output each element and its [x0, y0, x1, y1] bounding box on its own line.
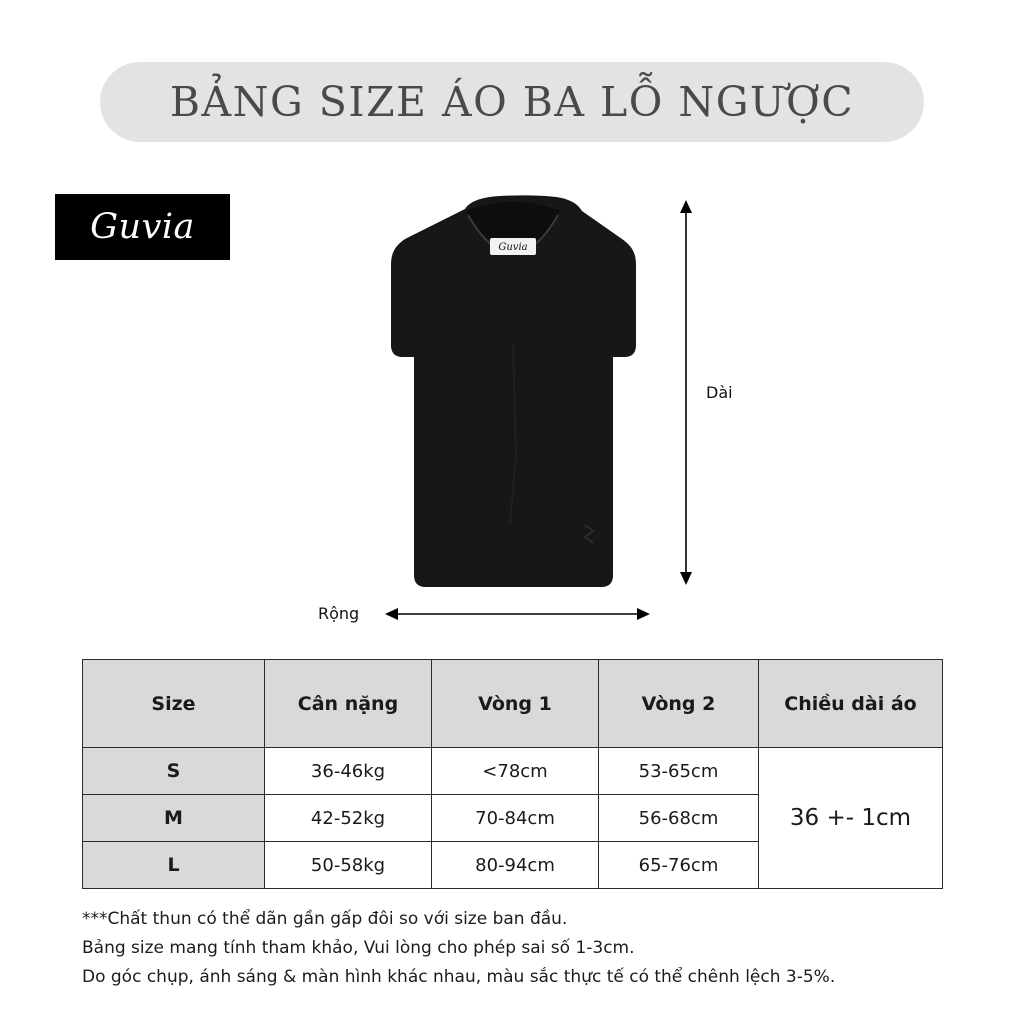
cell-size: S	[83, 748, 265, 795]
garment-illustration	[370, 195, 660, 590]
footnotes	[82, 905, 962, 992]
cell-waist: 56-68cm	[599, 795, 759, 842]
footnote-line: ***Chất thun có thể dãn gần gấp đôi so với size ban đầu.	[82, 909, 568, 929]
width-label: Rộng	[318, 604, 360, 623]
brand-logo	[55, 194, 230, 260]
header-size: Size	[83, 660, 265, 748]
cell-size: L	[83, 842, 265, 889]
cell-waist: 65-76cm	[599, 842, 759, 889]
cell-length: 36 +- 1cm	[759, 748, 943, 889]
title-banner	[100, 62, 924, 142]
length-dimension-arrow	[676, 200, 696, 585]
cell-size: M	[83, 795, 265, 842]
cell-bust: <78cm	[432, 748, 599, 795]
table-row	[83, 748, 943, 795]
length-label: Dài	[706, 383, 733, 402]
tank-top-icon	[370, 195, 660, 590]
footnote-line: Bảng size mang tính tham khảo, Vui lòng cho phép sai số 1-3cm.	[82, 938, 635, 958]
page-title: BẢNG SIZE ÁO BA LỖ NGƯỢC	[169, 78, 855, 126]
svg-text:Guvia: Guvia	[498, 242, 528, 253]
cell-weight: 36-46kg	[265, 748, 432, 795]
cell-bust: 80-94cm	[432, 842, 599, 889]
header-weight: Cân nặng	[265, 660, 432, 748]
cell-weight: 50-58kg	[265, 842, 432, 889]
size-table	[82, 659, 943, 889]
cell-waist: 53-65cm	[599, 748, 759, 795]
table-header-row	[83, 660, 943, 748]
header-length: Chiều dài áo	[759, 660, 943, 748]
width-dimension-arrow	[385, 604, 650, 624]
header-waist: Vòng 2	[599, 660, 759, 748]
footnote-line: Do góc chụp, ánh sáng & màn hình khác nhau, màu sắc thực tế có thể chênh lệch 3-5%.	[82, 967, 836, 987]
cell-weight: 42-52kg	[265, 795, 432, 842]
cell-bust: 70-84cm	[432, 795, 599, 842]
header-bust: Vòng 1	[432, 660, 599, 748]
brand-logo-text: Guvia	[90, 207, 195, 247]
